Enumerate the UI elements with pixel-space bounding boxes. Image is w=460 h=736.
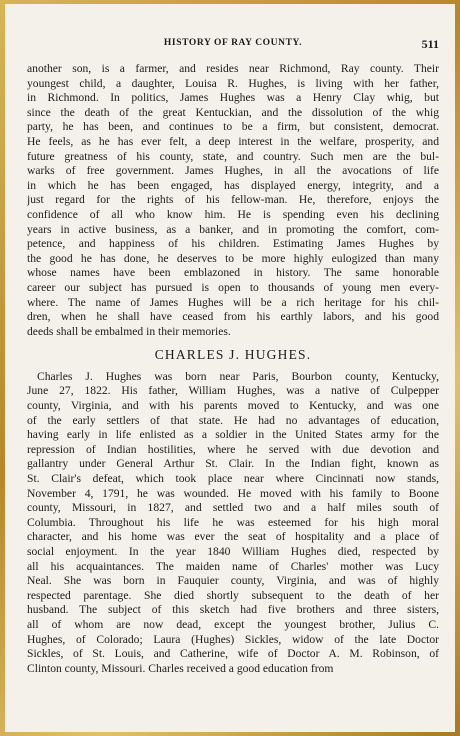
text-line: confidence of all who know him. He is spending even his declining	[27, 207, 439, 221]
text-line: youngest child, a daughter, Louisa R. Hughes, is living with her father,	[27, 76, 439, 90]
text-line: respected parentage. She died shortly subsequent to the death of her	[27, 588, 439, 602]
page-body	[27, 62, 439, 676]
text-line: warks of free government. James Hughes, in all the avocations of life	[27, 164, 439, 178]
section-heading: CHARLES J. HUGHES.	[154, 347, 312, 363]
text-line: social enjoyment. In the year 1840 William Hughes died, respected by	[27, 545, 439, 558]
text-line: Neal. She was born in Fauquier county, Virginia, and was of highly	[27, 574, 439, 588]
text-line: He feels, as he has ever felt, a deep interest in the welfare, prosperity, and	[27, 134, 439, 148]
text-line: repression of Indian hostilities, where he served with due devotion and	[27, 442, 439, 456]
text-line: where. The name of James Hughes will be a rich heritage for his chil-	[27, 295, 439, 309]
text-line: just regard for the rights of his fellow-man. He, therefore, enjoys the	[27, 193, 439, 207]
paragraph-james-hughes	[27, 62, 439, 339]
text-line: having early in life enlisted as a soldier in the United States army for the	[27, 428, 439, 442]
text-line: Sickles, of St. Louis, and Catherine, wife of Doctor A. M. Robinson, of	[27, 647, 439, 661]
text-line: Clinton county, Missouri. Charles received a good education from	[27, 661, 334, 675]
book-page	[5, 4, 455, 732]
running-head	[27, 38, 439, 52]
text-line: all his acquaintances. The maiden name of Charles' mother was Lucy	[27, 559, 439, 573]
text-line: the good he has done, he deserves to be more highly eulogized than many	[27, 251, 439, 265]
text-line: dren, when he shall have ceased from his earthly labors, and his good	[27, 310, 439, 324]
text-line: in Richmond. In politics, James Hughes was a Henry Clay whig, but	[27, 91, 439, 105]
text-line: of the early settlers of that state. He had no advantages of education,	[27, 413, 439, 427]
text-line: whose names have been emblazoned in history. The same honorable	[27, 266, 439, 280]
text-line: petence, and happiness of his children. Estimating James Hughes by	[27, 237, 439, 251]
text-line: county, Missouri, in 1827, and settled two and a half miles south of	[27, 501, 439, 515]
text-line: November 4, 1791, he was wounded. He moved with his family to Boone	[27, 486, 439, 500]
text-line: future greatness of his county, state, and country. Such men are the bul-	[27, 149, 439, 163]
text-line: another son, is a farmer, and resides near Richmond, Ray county. Their	[27, 62, 439, 75]
text-line: Hughes, of Colorado; Laura (Hughes) Sickles, widow of the late Doctor	[27, 632, 439, 646]
text-line: Charles J. Hughes was born near Paris, Bourbon county, Kentucky,	[37, 369, 439, 383]
text-line: husband. The subject of this sketch had five brothers and three sisters,	[27, 603, 439, 617]
text-line: since the death of the great Kentuckian, and the dissolution of the whig	[27, 105, 439, 119]
text-line: character, and his home was ever the seat of hospitality and a place of	[27, 530, 439, 544]
text-line: years in active business, as a banker, and in promoting the comfort, com-	[27, 222, 439, 236]
text-line: Columbia. Throughout his life he was esteemed for his high moral	[27, 515, 439, 529]
text-line: all of whom are now dead, except the youngest brother, Julius C.	[27, 617, 439, 631]
text-line: party, he has been, and continues to be a firm, but consistent, democrat.	[27, 120, 439, 134]
text-line: career our subject has pursued is open to thousands of young men every-	[27, 280, 439, 294]
text-line: St. Clair's defeat, which took place near where Cincinnati now stands,	[27, 472, 439, 486]
text-line: in which he has been engaged, has displayed energy, integrity, and a	[27, 178, 439, 192]
paragraph-charles-hughes	[27, 370, 439, 676]
text-line: gallantry under General Arthur St. Clair. In the Indian fight, known as	[27, 457, 439, 471]
text-line: county, Virginia, and with his parents moved to Kentucky, and was one	[27, 399, 439, 413]
running-head-title: HISTORY OF RAY COUNTY.	[163, 38, 303, 48]
text-line: deeds shall be embalmed in their memories.	[27, 324, 231, 338]
text-line: June 27, 1822. His father, William Hughes, was a native of Culpepper	[27, 384, 439, 398]
page-number: 511	[421, 37, 439, 51]
